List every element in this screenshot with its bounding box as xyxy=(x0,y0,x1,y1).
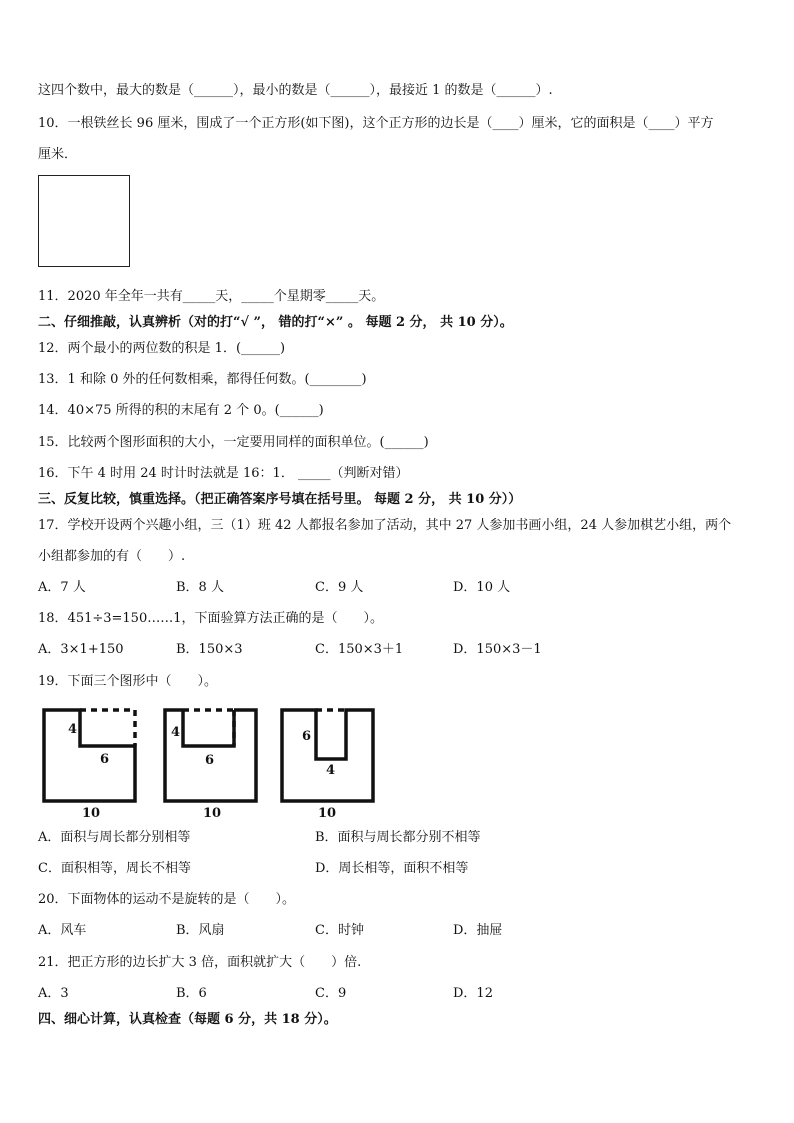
q19: 19．下面三个图形中（ ）。 xyxy=(38,674,218,689)
q21-option-d: D．12 xyxy=(453,986,493,1001)
section-4-heading: 四、细心计算，认真检查（每题 6 分，共 18 分）。 xyxy=(38,1012,337,1027)
figure-2 xyxy=(161,706,261,821)
q19-option-a: A．面积与周长都分别相等 xyxy=(38,830,191,845)
figure-1-inner-label: 6 xyxy=(100,752,110,767)
q12: 12．两个最小的两位数的积是 1．(______) xyxy=(38,341,286,356)
q18-option-c: C．150×3＋1 xyxy=(315,642,404,657)
section-2-heading: 二、仔细推敲，认真辨析（对的打“√ ”， 错的打“×” 。 每题 2 分， 共 10 分）。 xyxy=(38,315,513,330)
figure-3 xyxy=(278,706,378,821)
q20-option-d: D．抽屉 xyxy=(453,923,503,938)
figure-3-inner-label: 4 xyxy=(326,763,336,778)
q20: 20．下面物体的运动不是旋转的是（ ）。 xyxy=(38,892,296,907)
q19-option-b: B．面积与周长都分别不相等 xyxy=(315,830,481,845)
square-figure xyxy=(38,175,130,267)
figure-1-bottom-label: 10 xyxy=(82,806,101,821)
q19-option-d: D．周长相等，面积不相等 xyxy=(315,861,469,876)
q18-option-b: B．150×3 xyxy=(176,642,243,657)
q14: 14．40×75 所得的积的末尾有 2 个 0。(______) xyxy=(38,403,324,418)
figure-2-left-label: 4 xyxy=(171,725,181,740)
q17-option-a: A．7 人 xyxy=(38,580,86,595)
q21-option-a: A．3 xyxy=(38,986,69,1001)
q20-option-c: C．时钟 xyxy=(315,923,364,938)
q13: 13．1 和除 0 外的任何数相乘，都得任何数。(________) xyxy=(38,372,367,387)
q10-line1: 10．一根铁丝长 96 厘米，围成了一个正方形(如下图)，这个正方形的边长是（____）厘米，它的面积是（____）平方 xyxy=(38,116,714,131)
figure-2-inner-label: 6 xyxy=(205,753,215,768)
q17-line1: 17．学校开设两个兴趣小组，三（1）班 42 人都报名参加了活动，其中 27 人参加书画小组，24 人参加棋艺小组，两个 xyxy=(38,518,732,533)
q17-line2: 小组都参加的有（ ）. xyxy=(38,549,186,564)
q19-option-c: C．面积相等，周长不相等 xyxy=(38,861,191,876)
q17-option-d: D．10 人 xyxy=(453,580,511,595)
q9-tail: 这四个数中，最大的数是（______），最小的数是（______），最接近 1 的数是（______）. xyxy=(38,83,553,98)
q21: 21．把正方形的边长扩大 3 倍，面积就扩大（ ）倍. xyxy=(38,955,362,970)
q18: 18．451÷3=150……1，下面验算方法正确的是（ ）。 xyxy=(38,611,383,626)
q10-line2: 厘米． xyxy=(38,147,78,162)
q11: 11．2020 年全年一共有_____天，_____个星期零_____天。 xyxy=(38,289,385,304)
q21-option-b: B．6 xyxy=(176,986,207,1001)
q16: 16．下午 4 时用 24 时计时法就是 16：1． _____（判断对错） xyxy=(38,466,409,481)
figure-1 xyxy=(40,706,140,821)
section-3-heading: 三、反复比较，慎重选择。（把正确答案序号填在括号里。 每题 2 分， 共 10 分）） xyxy=(38,492,522,507)
q21-option-c: C．9 xyxy=(315,986,347,1001)
q20-option-b: B．风扇 xyxy=(176,923,225,938)
q15: 15．比较两个图形面积的大小，一定要用同样的面积单位。(______) xyxy=(38,435,429,450)
figure-3-bottom-label: 10 xyxy=(318,806,337,821)
q17-option-b: B．8 人 xyxy=(176,580,224,595)
figure-2-bottom-label: 10 xyxy=(203,806,222,821)
q20-option-a: A．风车 xyxy=(38,923,87,938)
figure-3-left-label: 6 xyxy=(302,729,312,744)
q18-option-d: D．150×3－1 xyxy=(453,642,542,657)
q17-option-c: C．9 人 xyxy=(315,580,364,595)
figure-1-left-label: 4 xyxy=(68,722,78,737)
q18-option-a: A．3×1+150 xyxy=(38,642,124,657)
